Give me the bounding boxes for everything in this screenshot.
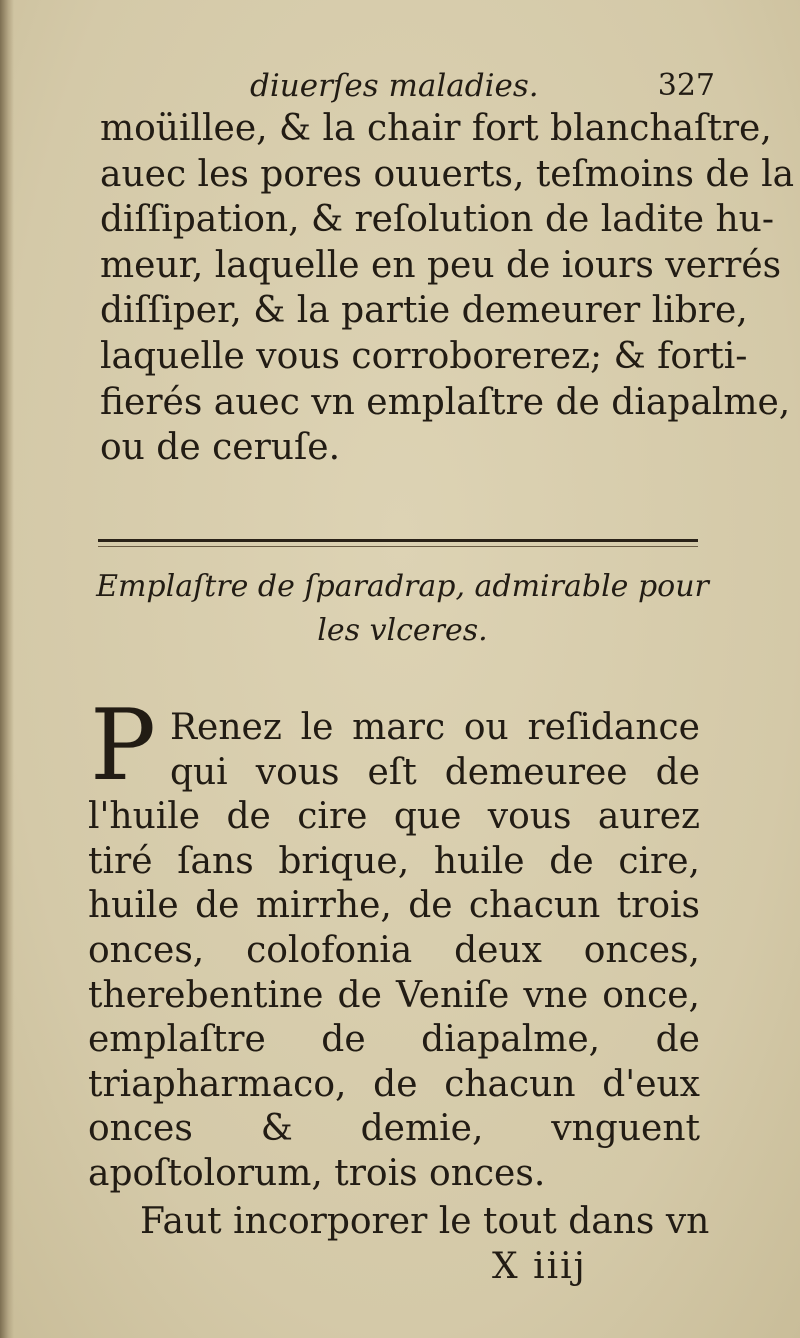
text-line: auec les pores ouuerts, teſmoins de la	[100, 153, 795, 195]
page-number: 327	[657, 68, 715, 103]
drop-cap: P	[90, 689, 156, 803]
paragraph-continued	[100, 106, 795, 471]
text-line: laquelle vous corroborerez; & forti-	[100, 335, 748, 377]
text-line: ou de ceruſe.	[100, 427, 341, 469]
section-heading	[95, 565, 710, 653]
heading-line: Emplaſtre de ſparadrap, admirable pour	[96, 569, 709, 604]
running-title: diuerſes maladies.	[250, 68, 539, 104]
text-line: meur, laquelle en peu de iours verrés	[100, 244, 782, 286]
heading-line: les vlceres.	[317, 613, 488, 648]
text-line: diſſiper, & la partie demeurer libre,	[100, 290, 748, 332]
recipe-paragraph	[88, 689, 700, 1197]
text-line: moüillee, & la chair fort blanchaſtre,	[100, 108, 772, 149]
page-header	[250, 68, 715, 108]
text-line: fierés auec vn emplaſtre de diapalme,	[100, 381, 791, 423]
continuation-line: Faut incorporer le tout dans vn	[140, 1201, 710, 1242]
section-divider	[98, 539, 698, 547]
signature-mark: X iiij	[492, 1246, 587, 1287]
recipe-text: Renez le marc ou reſidance qui vous eſt demeuree de l'huile de cire que vous aurez tiré ſans brique, huile de cire, huile de mirrhe, de chacun trois onces, colofonia deux onces, therebentine de Veniſe vne once, emplaſtre de diapalme, de triapharmaco, de chacun d'eux onces & demie, vnguent apoſtolorum, trois onces.	[88, 707, 700, 1194]
binding-edge	[0, 0, 14, 1338]
text-line: diſſipation, & reſolution de ladite hu-	[100, 199, 775, 241]
